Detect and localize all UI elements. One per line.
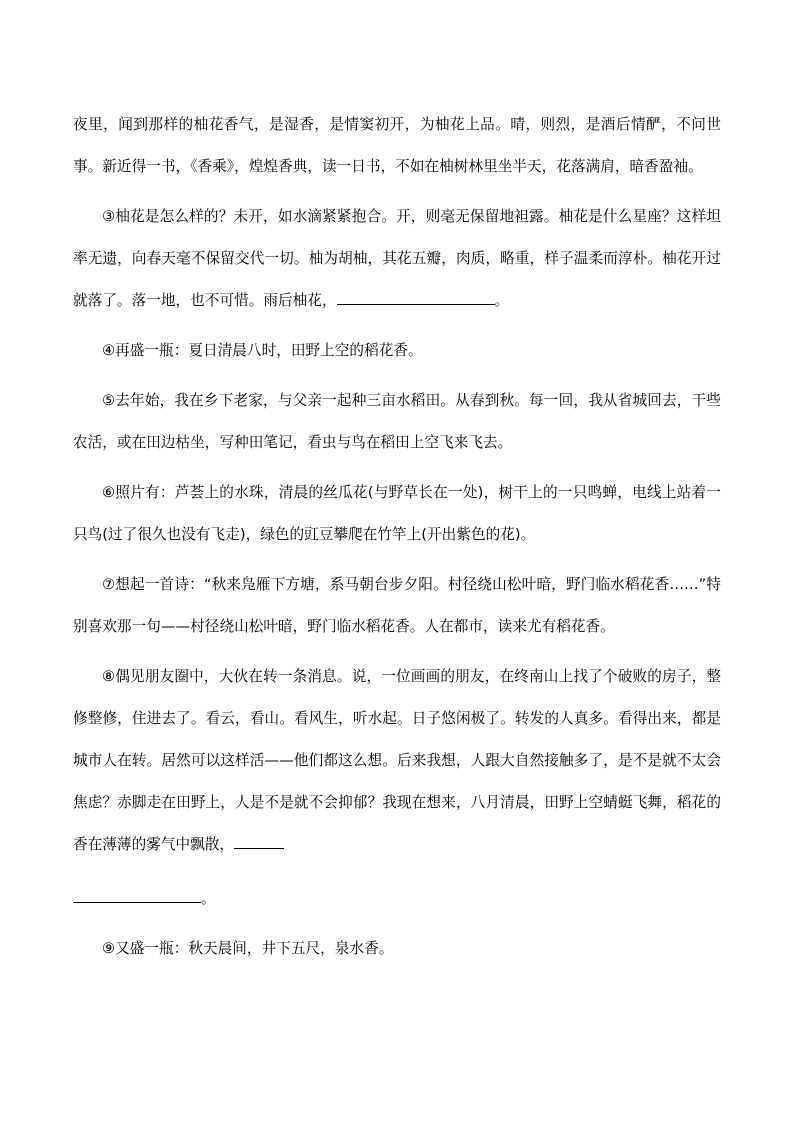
paragraph-7: ⑦想起一首诗：“秋来凫雁下方塘，系马朝台步夕阳。村径绕山松叶暗，野门临水稻花香……”特别喜欢那一句——村径绕山松叶暗，野门临水稻花香。人在都市，读来尤有稻花香。 <box>73 576 721 635</box>
fill-in-blank-3[interactable] <box>337 290 495 305</box>
fill-in-blank-8a[interactable] <box>234 834 284 849</box>
paragraph-5: ⑤去年始，我在乡下老家，与父亲一起种三亩水稻田。从春到秋。每一回，我从省城回去，干些农活，或在田边枯坐，写种田笔记，看虫与鸟在稻田上空飞来飞去。 <box>73 392 721 451</box>
paragraph-2-continued: 夜里，闻到那样的柚花香气，是湿香，是情窦初开，为柚花上品。晴，则烈，是酒后情酽，不问世事。新近得一书，《香乘》，煌煌香典，读一日书，不如在柚树林里坐半天，花落满肩，暗香盈袖。 <box>73 116 721 175</box>
paragraph-6: ⑥照片有：芦荟上的水珠，清晨的丝瓜花(与野草长在一处)，树干上的一只鸣蝉，电线上站着一只鸟(过了很久也没有飞走)，绿色的豇豆攀爬在竹竿上(开出紫色的花)。 <box>73 484 721 543</box>
paragraph-9: ⑨又盛一瓶：秋天晨间，井下五尺，泉水香。 <box>102 940 394 957</box>
paragraph-3-end: 。 <box>494 292 510 309</box>
paragraph-3 <box>73 196 721 322</box>
paragraph-8-blank-line <box>73 878 721 920</box>
document-page <box>73 104 721 978</box>
paragraph-4: ④再盛一瓶：夏日清晨八时，田野上空的稻花香。 <box>102 342 423 359</box>
paragraph-8 <box>73 656 721 866</box>
paragraph-8-text: ⑧偶见朋友圈中，大伙在转一条消息。说，一位画画的朋友，在终南山上找了个破败的房子，整修整修，住进去了。看云，看山。看风生，听水起。日子悠闲极了。转发的人真多。看得出来，都是城市人在转。居然可以这样活——他们都这么想。后来我想，人跟大自然接触多了，是不是就不太会焦虑？赤脚走在田野上，人是不是就不会抑郁？我现在想来，八月清晨，田野上空蜻蜓飞舞，稻花的香在薄薄的雾气中飘散， <box>73 668 721 853</box>
paragraph-3-text: ③柚花是怎么样的？未开，如水滴紧紧抱合。开，则毫无保留地袒露。柚花是什么星座？这样坦率无遗，向春天毫不保留交代一切。柚为胡柚，其花五瓣，肉质，略重，样子温柔而淳朴。柚花开过就落了。落一地，也不可惜。雨后柚花， <box>73 208 721 309</box>
fill-in-blank-8b[interactable] <box>73 888 201 903</box>
paragraph-8-end: 。 <box>201 890 216 907</box>
